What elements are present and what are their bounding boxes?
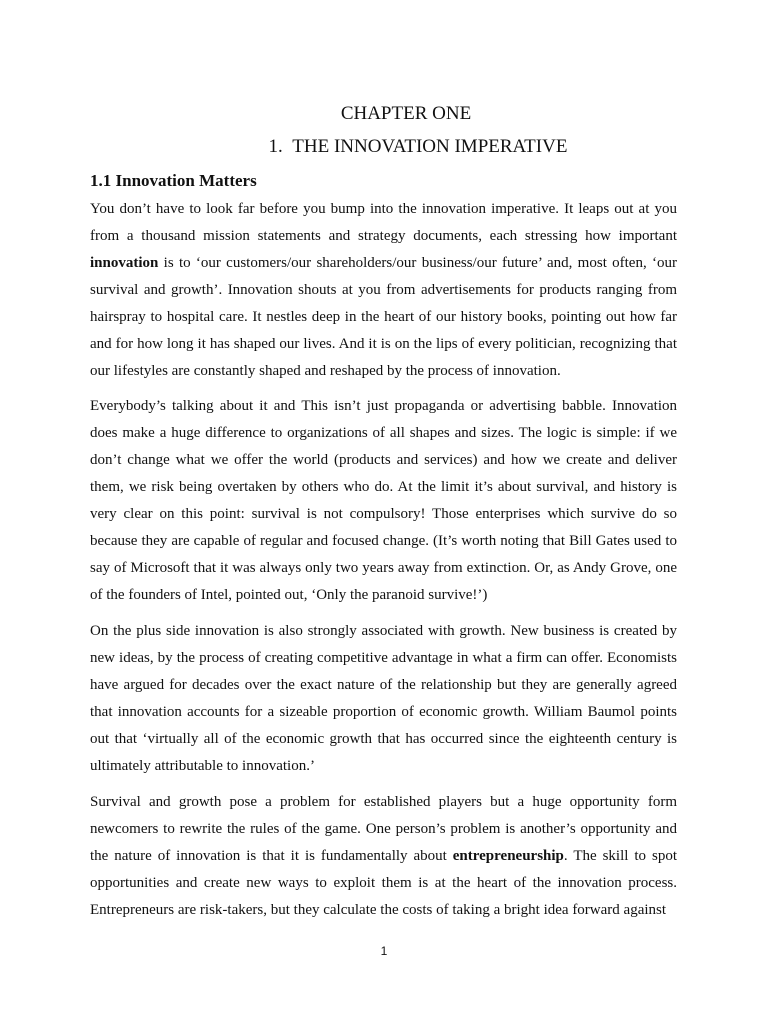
chapter-label: CHAPTER ONE — [340, 103, 472, 124]
bold-term-entrepreneurship: entrepreneurship — [452, 848, 564, 864]
paragraph-text: You don’t have to look far before you bump into the innovation imperative. It leaps out at you from a thousand mission statements and strategy documents, each stressing how important — [90, 201, 677, 244]
section-heading: 1.1 Innovation Matters — [90, 171, 257, 190]
paragraph: Everybody’s talking about it and This isn’t just propaganda or advertising babble. Innovation does make a huge difference to organizations of all shapes and sizes. The logic is simple: if we don’t change what we offer the world (products and services) and how we create and deliver them, we risk being overtaken by others who do. At the limit it’s about survival, and history is very clear on this point: survival is not compulsory! Those enterprises which survive do so because they are capable of regular and focused change. (It’s worth noting that Bill Gates used to say of Microsoft that it was always only two years away from extinction. Or, as Andy Grove, one of the founders of Intel, pointed out, ‘Only the paranoid survive!’) — [90, 398, 677, 603]
bold-term-innovation: innovation — [90, 255, 159, 271]
paragraph-text: Survival and growth pose a problem for established players but a huge opportunity form newcomers to rewrite the rules of the game. One person’s problem is another’s opportunity and the nature of innovation is that it is fundamentally about — [90, 794, 677, 864]
paragraph — [90, 789, 677, 924]
chapter-title-text: THE INNOVATION IMPERATIVE — [292, 136, 568, 157]
paragraph: On the plus side innovation is also strongly associated with growth. New business is created by new ideas, by the process of creating competitive advantage in what a firm can offer. Economists have argued for decades over the exact nature of the relationship but they are generally agreed that innovation accounts for a sizeable proportion of economic growth. William Baumol points out that ‘virtually all of the economic growth that has occurred since the eighteenth century is ultimately attributable to innovation.’ — [90, 623, 677, 774]
paragraph — [90, 196, 677, 385]
page-number: 1 — [380, 944, 388, 958]
paragraph-text: . The skill to spot opportunities and create new ways to exploit them is at the heart of the innovation process. Entrepreneurs are risk-takers, but they calculate the costs of taking a bright idea forward against — [90, 848, 678, 918]
paragraph-text: is to ‘our customers/our shareholders/our business/our future’ and, most often, ‘our survival and growth’. Innovation shouts at you from advertisements for products ranging from hairspray to hospital care. It nestles deep in the heart of our history books, pointing out how far and for how long it has shaped our lives. And it is on the lips of every politician, recognizing that our lifestyles are constantly shaped and reshaped by the process of innovation. — [90, 255, 677, 379]
chapter-title — [0, 135, 768, 159]
chapter-number: 1. — [268, 136, 283, 157]
